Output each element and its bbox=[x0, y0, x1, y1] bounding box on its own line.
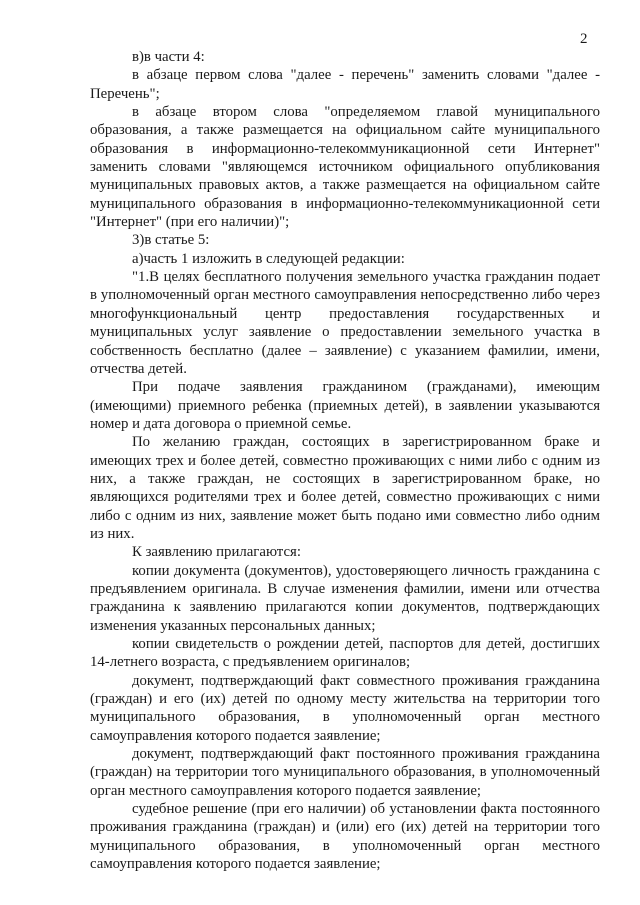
paragraph-residence-document: документ, подтверждающий факт постоянного проживания гражданина (граждан) на территории того муниципального образования, в уполномоченный орган местного самоуправления которого подается заявление; bbox=[90, 746, 600, 799]
page-number: 2 bbox=[580, 31, 588, 47]
paragraph-identity-documents: копии документа (документов), удостоверяющего личность гражданина с предъявлением оригинала. В случае изменения фамилии, имени или отчества гражданина к заявлению прилагаются копии документов, подтверждающих изменения указанных персональных данных; bbox=[90, 562, 600, 634]
paragraph-second-abzac: в абзаце втором слова "определяемом главой муниципального образования, а также размещается на официальном сайте муниципального образования в информационно-телекоммуникационной сети Интернет" заменить словами "являющемся источником официального опубликования муниципальных правовых актов, а также размещается на официальном сайте муниципального образования в информационно-телекоммуникационной сети "Интернет" (при его наличии)"; bbox=[90, 104, 600, 231]
paragraph-foster-child: При подаче заявления гражданином (гражданами), имеющим (имеющими) приемного ребенка (приемных детей), в заявлении указываются номер и дата договора о приемной семье. bbox=[90, 379, 600, 432]
paragraph-court-decision: судебное решение (при его наличии) об установлении факта постоянного проживания гражданина (граждан) и (или) его (их) детей на территории того муниципального образования, в уполномоченный орган местного самоуправления которого подается заявление; bbox=[90, 801, 600, 873]
paragraph-birth-certificates: копии свидетельств о рождении детей, паспортов для детей, достигших 14-летнего возраста, с предъявлением оригиналов; bbox=[90, 636, 600, 671]
paragraph-part4-intro: в)в части 4: bbox=[132, 49, 205, 65]
paragraph-joint-application: По желанию граждан, состоящих в зарегистрированном браке и имеющих трех и более детей, совместно проживающих с ними либо с одним из них, а также граждан, не состоящих в зарегистрированном браке, но являющихся родителями трех и более детей, совместно проживающих с ними либо с одним из них, заявление может быть подано ими совместно либо одним из них. bbox=[90, 434, 600, 542]
paragraph-clause1: "1.В целях бесплатного получения земельного участка гражданин подает в уполномоченный орган местного самоуправления непосредственно либо через многофункциональный центр предоставления государственных и муниципальных услуг заявление о предоставлении земельного участка в собственность бесплатно (далее – заявление) с указанием фамилии, имени, отчества детей. bbox=[90, 269, 600, 377]
paragraph-first-abzac: в абзаце первом слова "далее - перечень" заменить словами "далее - Перечень"; bbox=[90, 67, 600, 102]
paragraph-attachments-heading: К заявлению прилагаются: bbox=[132, 544, 301, 561]
paragraph-article5-intro: 3)в статье 5: bbox=[132, 232, 210, 249]
document-body bbox=[90, 48, 600, 873]
paragraph-cohabitation-document: документ, подтверждающий факт совместного проживания гражданина (граждан) и его (их) детей по одному месту жительства на территории того муниципального образования, в уполномоченный орган местного самоуправления которого подается заявление; bbox=[90, 672, 600, 744]
paragraph-part1-edit: а)часть 1 изложить в следующей редакции: bbox=[132, 250, 405, 267]
